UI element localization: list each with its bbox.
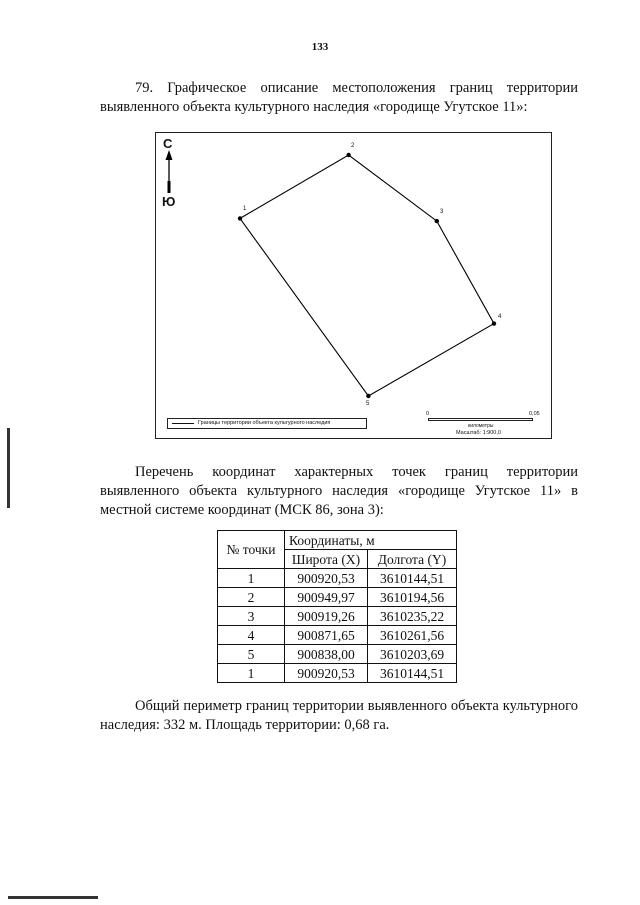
point-cell: 2 [218, 588, 285, 607]
lon-cell: 3610144,51 [368, 569, 457, 588]
lat-cell: 900919,26 [285, 607, 368, 626]
north-label: С [163, 136, 173, 151]
table-row [218, 569, 457, 588]
scan-edge-mark [7, 428, 10, 508]
scale-bar [428, 418, 533, 421]
point-cell: 3 [218, 607, 285, 626]
table-row [218, 626, 457, 645]
vertex-point-2 [346, 153, 350, 157]
section-heading: 79. Графическое описание местоположения границ территории выявленного объекта культурного наследия «городище Угутское 11»: [100, 80, 578, 115]
lon-cell: 3610194,56 [368, 588, 457, 607]
scale-text: Масштаб: 1:900,0 [456, 430, 501, 436]
vertex-point-1 [238, 216, 242, 220]
table-row [218, 588, 457, 607]
coordinates-intro: Перечень координат характерных точек границ территории выявленного объекта культурного наследия «городище Угутское 11» в местной системе координат (МСК 86, зона 3): [100, 464, 578, 518]
point-label-5: 5 [366, 401, 370, 407]
point-cell: 5 [218, 645, 285, 664]
map-drawing [156, 133, 553, 440]
point-label-2: 2 [351, 143, 355, 149]
header-lon: Долгота (Y) [368, 550, 457, 569]
header-point: № точки [218, 531, 285, 569]
scale-max: 0,05 [529, 411, 540, 417]
point-label-1: 1 [243, 206, 247, 212]
map-legend [167, 418, 367, 429]
table-header-row [218, 531, 457, 550]
boundary-vertices [238, 153, 496, 398]
point-cell: 1 [218, 569, 285, 588]
south-label: Ю [162, 194, 176, 209]
lat-cell: 900838,00 [285, 645, 368, 664]
header-coords: Координаты, м [285, 531, 457, 550]
scale-zero: 0 [426, 411, 430, 417]
vertex-point-3 [435, 219, 439, 223]
lat-cell: 900920,53 [285, 664, 368, 683]
table-row [218, 664, 457, 683]
bottom-rule [8, 896, 98, 899]
page-number: 133 [311, 41, 329, 53]
point-cell: 4 [218, 626, 285, 645]
point-label-4: 4 [498, 314, 502, 320]
table-row [218, 645, 457, 664]
point-cell: 1 [218, 664, 285, 683]
table-row [218, 607, 457, 626]
header-lat: Широта (X) [285, 550, 368, 569]
coordinates-table [217, 530, 457, 683]
lon-cell: 3610235,22 [368, 607, 457, 626]
vertex-point-4 [492, 321, 496, 325]
territory-boundary [240, 155, 494, 396]
lon-cell: 3610144,51 [368, 664, 457, 683]
point-label-3: 3 [440, 209, 444, 215]
north-arrow-head [166, 150, 173, 160]
legend-line-symbol [172, 423, 194, 424]
lat-cell: 900949,97 [285, 588, 368, 607]
lon-cell: 3610203,69 [368, 645, 457, 664]
boundary-map [155, 132, 552, 439]
summary-text: Общий периметр границ территории выявленного объекта культурного наследия: 332 м. Площадь территории: 0,68 га. [100, 698, 578, 733]
legend-text: Границы территории объекта культурного наследия [198, 420, 331, 426]
lat-cell: 900871,65 [285, 626, 368, 645]
lat-cell: 900920,53 [285, 569, 368, 588]
vertex-point-5 [366, 394, 370, 398]
scale-units: километры [468, 423, 494, 429]
lon-cell: 3610261,56 [368, 626, 457, 645]
north-arrow-base [168, 181, 171, 193]
